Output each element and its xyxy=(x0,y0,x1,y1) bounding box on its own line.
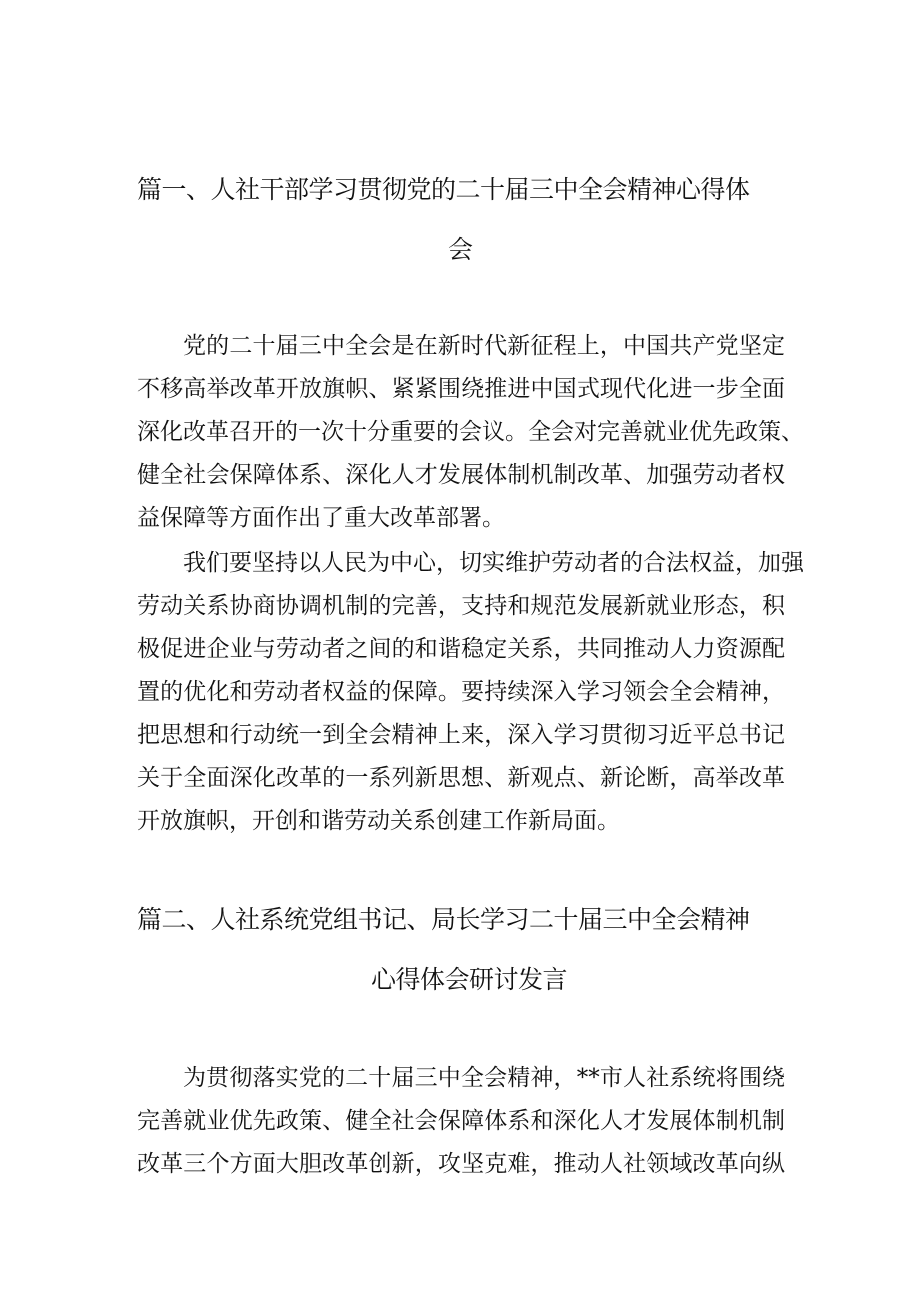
section2-p1-line-2: 完善就业优先政策、健全社会保障体系和深化人才发展体制机制 xyxy=(137,1108,785,1134)
section1-heading-line-1: 篇一、人社干部学习贯彻党的二十届三中全会精神心得体 xyxy=(137,175,750,204)
section1-p2-line-5: 把思想和行动统一到全会精神上来，深入学习贯彻习近平总书记 xyxy=(137,722,785,748)
section1-heading-line-2: 会 xyxy=(448,235,473,264)
section1-p2-line-7: 开放旗帜，开创和谐劳动关系创建工作新局面。 xyxy=(137,808,620,834)
section1-p1-line-3: 深化改革召开的一次十分重要的会议。全会对完善就业优先政策、 xyxy=(137,419,804,445)
section1-p2-line-4: 置的优化和劳动者权益的保障。要持续深入学习领会全会精神， xyxy=(137,679,785,705)
section1-p1-line-2: 不移高举改革开放旗帜、紧紧围绕推进中国式现代化进一步全面 xyxy=(137,376,785,402)
section1-p2-line-6: 关于全面深化改革的一系列新思想、新观点、新论断，高举改革 xyxy=(137,765,785,791)
section1-p2-line-3: 极促进企业与劳动者之间的和谐稳定关系，共同推动人力资源配 xyxy=(137,636,785,662)
section2-p1-line-3: 改革三个方面大胆改革创新，攻坚克难，推动人社领域改革向纵 xyxy=(137,1151,785,1177)
section2-heading-line-2: 心得体会研讨发言 xyxy=(371,965,568,994)
section2-heading-line-1: 篇二、人社系统党组书记、局长学习二十届三中全会精神 xyxy=(137,905,750,934)
section1-p1-line-1: 党的二十届三中全会是在新时代新征程上，中国共产党坚定 xyxy=(183,333,785,359)
section1-p2-line-1: 我们要坚持以人民为中心，切实维护劳动者的合法权益，加强 xyxy=(183,550,804,576)
section1-p2-line-2: 劳动关系协商协调机制的完善，支持和规范发展新就业形态，积 xyxy=(137,593,785,619)
section2-p1-line-1: 为贯彻落实党的二十届三中全会精神，**市人社系统将围绕 xyxy=(183,1065,785,1091)
section1-p1-line-5: 益保障等方面作出了重大改革部署。 xyxy=(137,505,505,531)
section1-p1-line-4: 健全社会保障体系、深化人才发展体制机制改革、加强劳动者权 xyxy=(137,462,785,488)
